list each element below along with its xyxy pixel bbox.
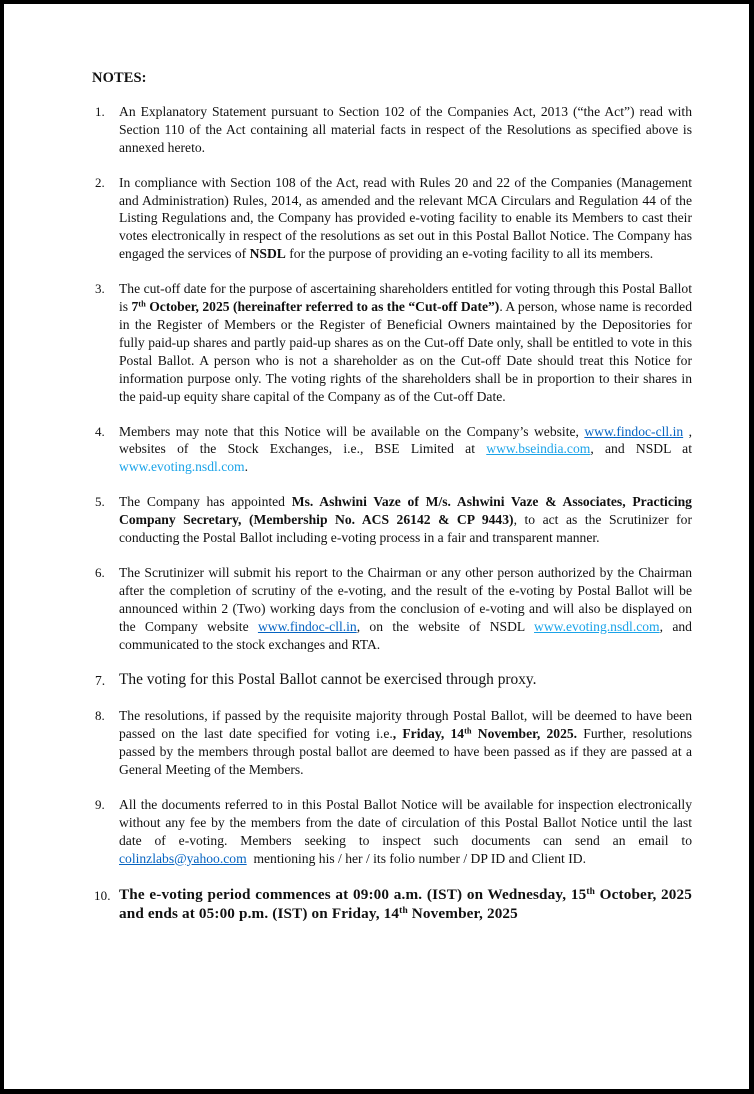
deemed-passing-date: , Friday, 14th November, 2025. <box>392 725 578 742</box>
evoting-period-text: November, 2025 <box>407 904 518 922</box>
note-item-9 <box>92 796 692 868</box>
notes-list <box>92 103 692 923</box>
note-text: mentioning his / her / its folio number / DP ID and Client ID. <box>246 850 586 866</box>
notes-section <box>92 70 692 940</box>
note-text: The voting for this Postal Ballot cannot be exercised through proxy. <box>119 671 537 689</box>
nsdl-evoting-link[interactable]: www.evoting.nsdl.com <box>119 459 245 475</box>
note-text: An Explanatory Statement pursuant to Section 102 of the Companies Act, 2013 (“the Act”) read with Section 110 of the Act containing all material facts in respect of the Resolutions as specified above is annexed hereto. <box>119 103 692 155</box>
company-website-link[interactable]: www.findoc-cll.in <box>584 423 684 439</box>
note-text: for the purpose of providing an e-voting facility to all its members. <box>285 246 654 262</box>
note-text: Further, resolutions passed by the members through postal ballot are deemed to have been passed as if they are passed at a General Meeting of the Members. <box>119 726 692 778</box>
cutoff-date: 7th October, 2025 (hereinafter referred to as the “Cut-off Date”) <box>131 298 500 315</box>
note-text: The cut-off date for the purpose of ascertaining shareholders entitled for voting through this Postal Ballot is <box>119 281 692 315</box>
evoting-period-text: The e-voting period commences at 09:00 a.m. (IST) on Wednesday, 15 <box>119 885 587 903</box>
note-text: The Company has appointed <box>119 494 292 510</box>
note-number: 3. <box>95 281 105 297</box>
contact-email-link[interactable]: colinzlabs@yahoo.com <box>119 850 247 866</box>
note-text: Members may note that this Notice will be available on the Company’s website, <box>119 423 585 439</box>
note-number: 8. <box>95 708 105 724</box>
note-number: 2. <box>95 174 105 190</box>
note-text: , and communicated to the stock exchanges and RTA. <box>119 618 692 652</box>
note-number: 10. <box>94 887 111 903</box>
notes-heading: NOTES: <box>92 70 147 86</box>
company-website-link[interactable]: www.findoc-cll.in <box>257 618 357 634</box>
note-text: . <box>244 459 249 475</box>
note-item-3 <box>92 280 692 405</box>
note-item-8 <box>92 707 692 779</box>
evoting-period-text: October, 2025 and ends at 05:00 p.m. (IST) on Friday, 14 <box>119 885 692 922</box>
nsdl-evoting-link[interactable]: www.evoting.nsdl.com <box>534 618 660 634</box>
note-text: The Scrutinizer will submit his report to the Chairman or any other person authorized by the Chairman after the completion of scrutiny of the e-voting, and the result of the e-voting by Postal Ballot will be announced within 2 (Two) working days from the conclusion of e-voting and will also be displayed on the Company website <box>119 564 692 634</box>
note-item-6 <box>92 564 692 654</box>
note-text: The resolutions, if passed by the requisite majority through Postal Ballot, will be deemed to have been passed on the last date specified for voting i.e. <box>119 708 692 742</box>
bse-website-link[interactable]: www.bseindia.com <box>486 441 591 457</box>
note-bold-nsdl: NSDL <box>249 246 286 262</box>
note-text: . A person, whose name is recorded in the Register of Members or the Register of Beneficial Owners maintained by the Depositories for fully paid-up shares and partly paid-up shares as on the Cut-off Date only, shall be entitled to vote in this Postal Ballot. A person who is not a shareholder as on the Cut-off Date should treat this Notice for information purpose only. The voting rights of the shareholders shall be in proportion to their shares in the paid-up equity share capital of the Company as of the Cut-off Date. <box>119 299 693 404</box>
note-item-4 <box>92 423 692 477</box>
note-text: , and NSDL at <box>590 441 692 457</box>
note-item-2 <box>92 174 692 264</box>
scrutinizer-name: Ms. Ashwini Vaze of M/s. Ashwini Vaze & Associates, Practicing Company Secretary, (Membership No. ACS 26142 & CP 9443) <box>119 494 692 528</box>
note-number: 9. <box>95 797 105 813</box>
note-text: In compliance with Section 108 of the Act, read with Rules 20 and 22 of the Companies (Management and Administration) Rules, 2014, as amended and the relevant MCA Circulars and Regulation 44 of the Listing Regulations and, the Company has provided e-voting facility to enable its Members to cast their votes electronically in respect of the resolutions as set out in this Postal Ballot Notice. The Company has engaged the services of <box>119 174 692 262</box>
note-text: , websites of the Stock Exchanges, i.e., BSE Limited at <box>119 423 692 457</box>
note-number: 5. <box>95 494 105 510</box>
note-number: 1. <box>95 103 105 119</box>
note-item-7 <box>92 670 692 689</box>
note-item-10: 10. The e-voting period commences at 09:00 a.m. (IST) on Wednesday, 15th October, 2025 and ends at 05:00 p.m. (IST) on Friday, 14th November, 2025 <box>94 885 692 922</box>
note-text: , to act as the Scrutinizer for conducting the Postal Ballot including e-voting process in a fair and transparent manner. <box>119 512 692 546</box>
note-item-1 <box>92 103 692 157</box>
note-number: 7. <box>95 673 106 689</box>
note-number: 6. <box>95 564 105 580</box>
note-item-5 <box>92 493 692 547</box>
note-number: 4. <box>95 423 105 439</box>
note-text: , on the website of NSDL <box>356 618 535 634</box>
note-text: All the documents referred to in this Postal Ballot Notice will be available for inspection electronically without any fee by the members from the date of circulation of this Postal Ballot Notice until the last date of e-voting. Members seeking to inspect such documents can send an email to <box>119 797 692 848</box>
